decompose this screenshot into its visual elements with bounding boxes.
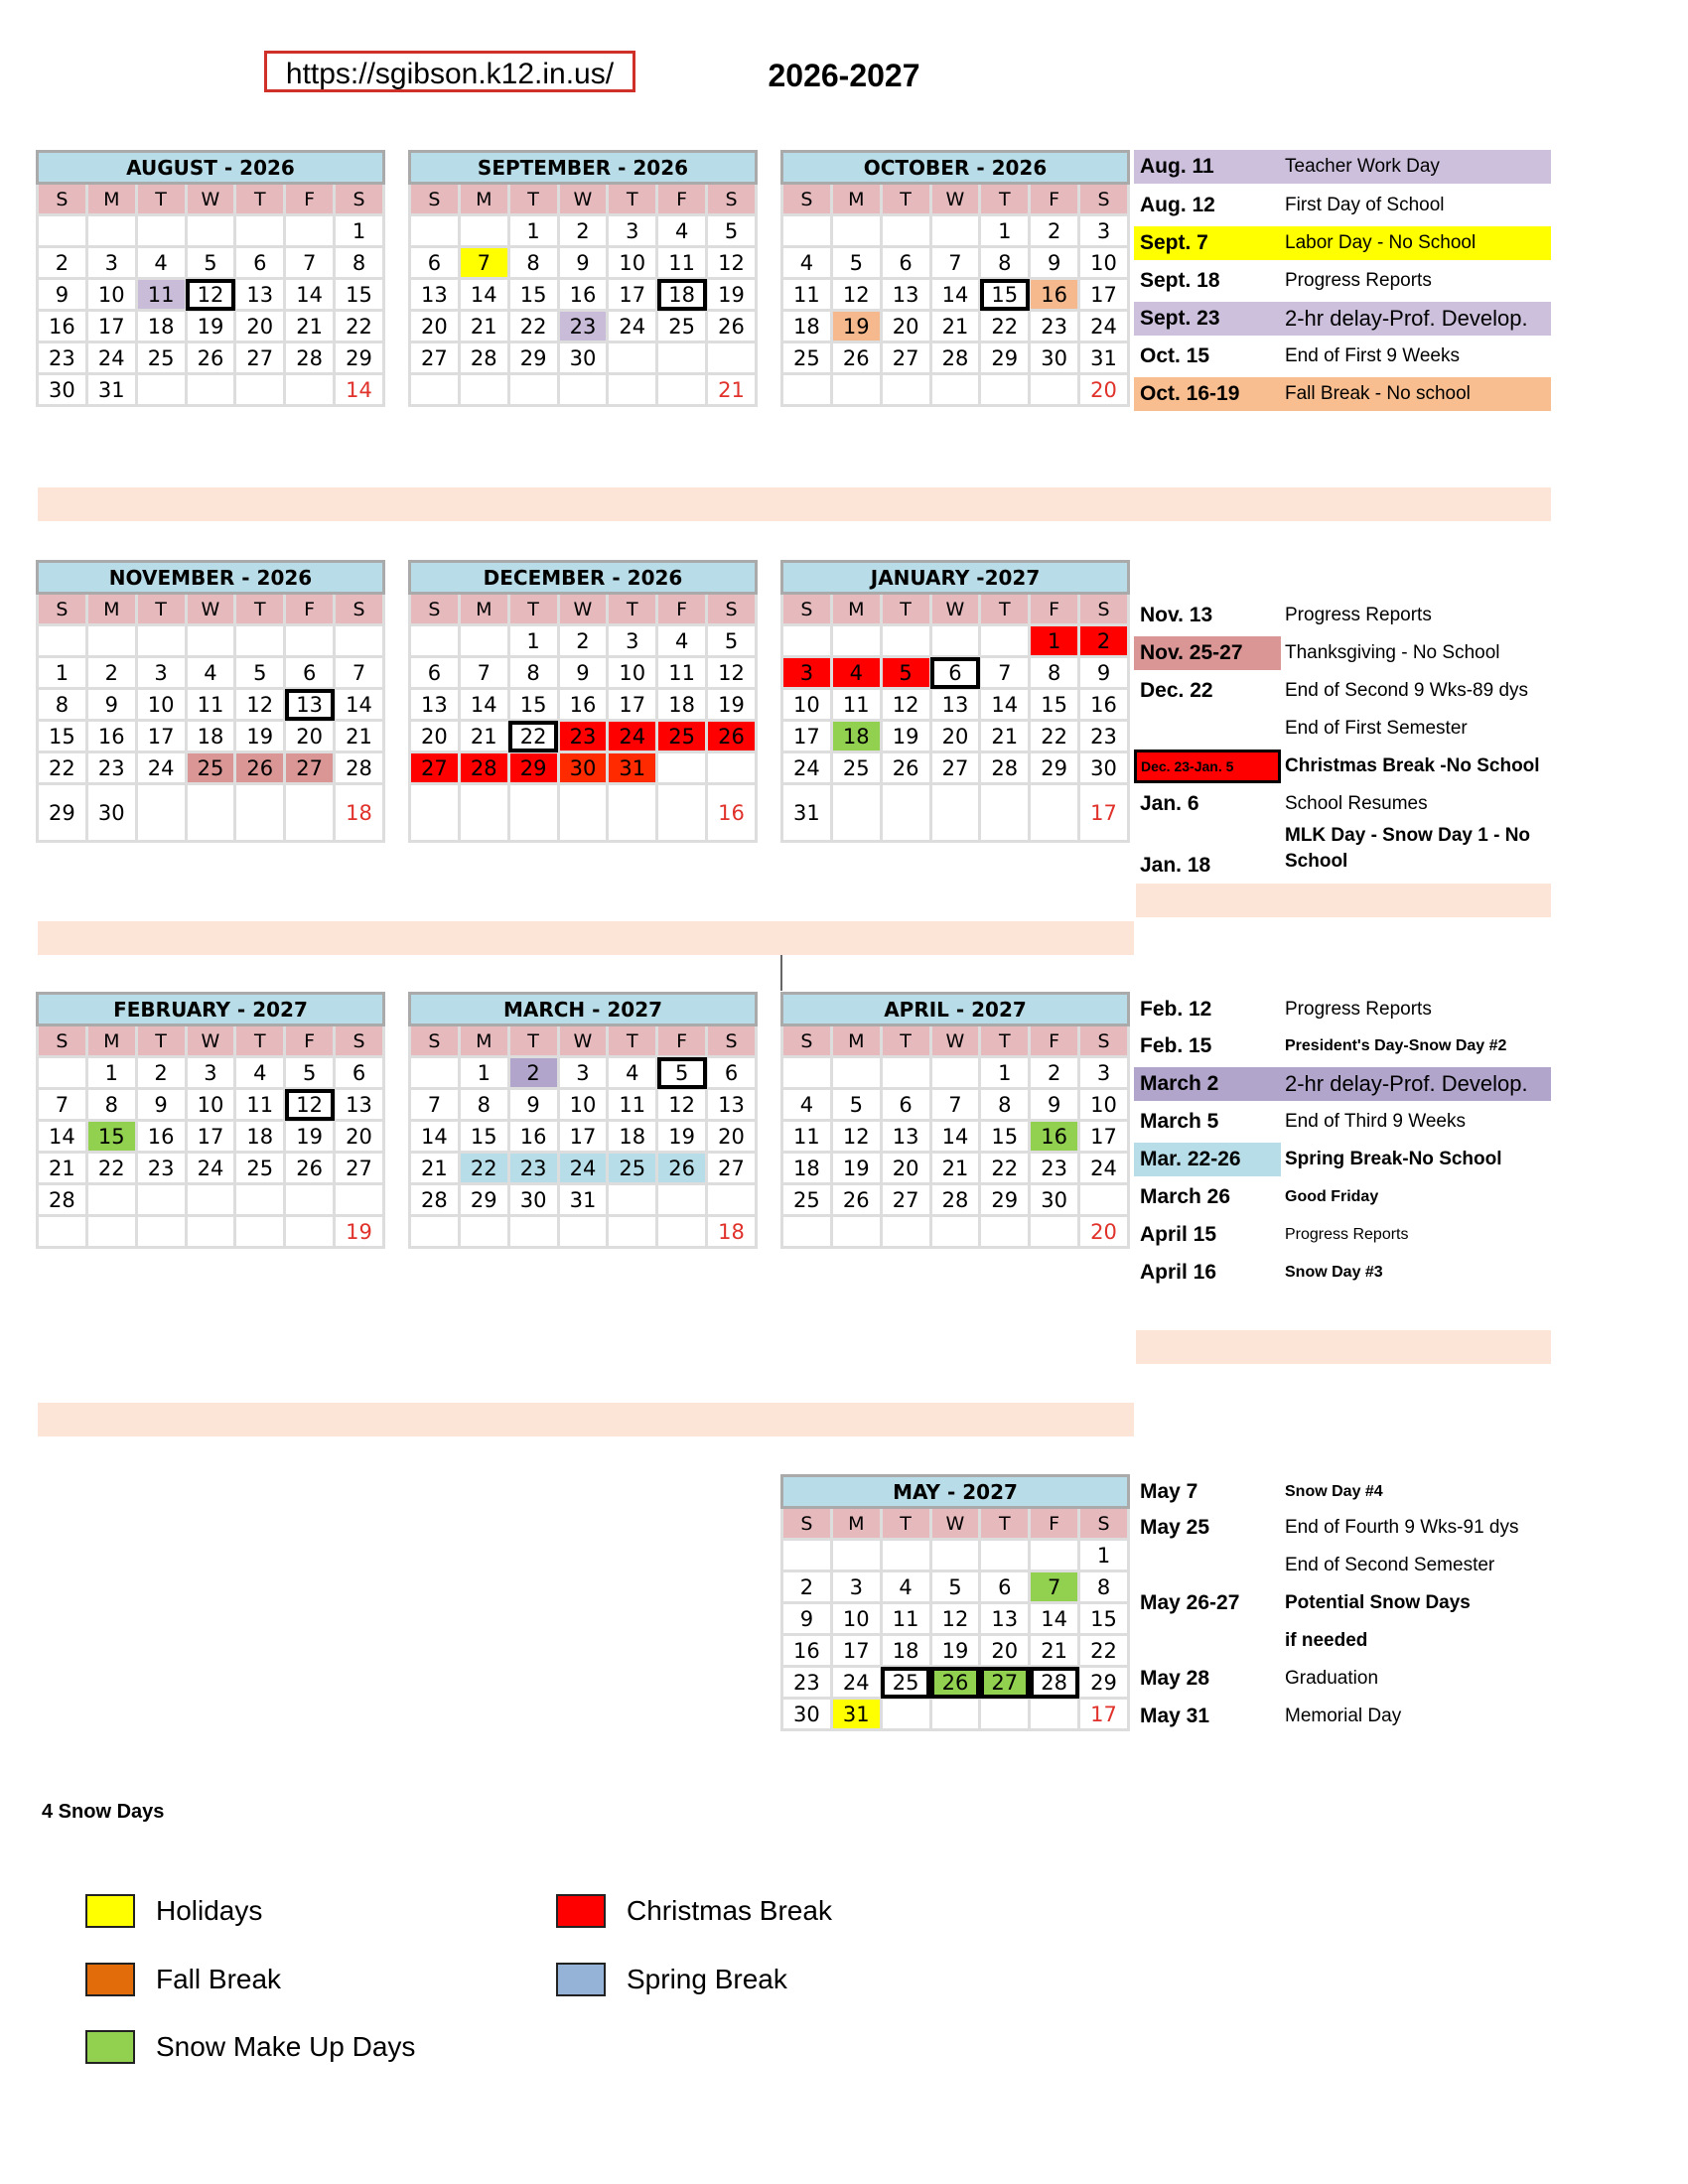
month-title: MARCH - 2027 [410, 994, 757, 1025]
legend-label-holidays: Holidays [156, 1895, 263, 1926]
event-row: Dec. 23-Jan. 5 Christmas Break -No School [1134, 750, 1551, 783]
event-row: May 25 End of Fourth 9 Wks-91 dys [1140, 1516, 1519, 1539]
school-day-count: 20 [1079, 1216, 1129, 1248]
event-row: April 15 Progress Reports [1140, 1223, 1409, 1246]
month-title: AUGUST - 2026 [38, 152, 384, 184]
event-row: Dec. 22 End of Second 9 Wks-89 dys [1140, 679, 1529, 702]
month-title: FEBRUARY - 2027 [38, 994, 384, 1025]
event-row: Jan. 6 School Resumes [1140, 792, 1428, 815]
month-title: OCTOBER - 2026 [782, 152, 1129, 184]
separator-band [38, 487, 1551, 521]
event-row: Feb. 15 President's Day-Snow Day #2 [1140, 1034, 1507, 1057]
legend-swatch-snow-days [85, 2030, 135, 2064]
legend-label-snow-days: Snow Make Up Days [156, 2031, 416, 2062]
school-day-count: 21 [707, 374, 757, 406]
school-day-count: 17 [1079, 784, 1129, 842]
school-day-count: 14 [335, 374, 384, 406]
event-row: End of Second Semester [1285, 1555, 1495, 1575]
event-row: if needed [1285, 1630, 1368, 1651]
calendar-november: NOVEMBER - 2026 S M T W T F S 1 2 3 4 5 6 7 8 9 10 11 12 13 14 15 16 17 18 19 20 21 22 23 24 25 26 27 28 29 30 18 [36, 560, 385, 843]
calendar-august: AUGUST - 2026 S M T W T F S 1 2 3 4 5 6 7 8 9 10 11 12 13 14 15 16 17 18 19 20 21 22 23 24 25 26 27 28 29 30 31 14 [36, 150, 385, 407]
event-row: Nov. 13 Progress Reports [1140, 604, 1432, 626]
legend-label-fall-break: Fall Break [156, 1964, 282, 1994]
month-title: MAY - 2027 [782, 1476, 1129, 1508]
separator-band [38, 1403, 1134, 1436]
legend-swatch-fall-break [85, 1963, 135, 1996]
event-row: Aug. 11 Teacher Work Day [1134, 150, 1551, 184]
event-row: May 28 Graduation [1140, 1667, 1379, 1690]
legend-swatch-christmas-break [556, 1894, 606, 1928]
event-row: Sept. 7 Labor Day - No School [1134, 226, 1551, 260]
district-url[interactable]: https://sgibson.k12.in.us/ [264, 51, 635, 92]
school-day-count: 20 [1079, 374, 1129, 406]
event-row: May 7 Snow Day #4 [1140, 1480, 1383, 1503]
event-row: Sept. 18 Progress Reports [1140, 269, 1432, 292]
event-row: Oct. 16-19 Fall Break - No school [1134, 377, 1551, 411]
event-row: Aug. 12 First Day of School [1140, 194, 1445, 216]
event-row: Sept. 23 2-hr delay-Prof. Develop. [1134, 302, 1551, 336]
event-row: March 2 2-hr delay-Prof. Develop. [1134, 1067, 1551, 1101]
calendar-april: APRIL - 2027 S M T W T F S 1 2 3 4 5 6 7 8 9 10 11 12 13 14 15 16 17 18 19 20 21 22 23 24 25 26 27 28 29 30 20 [780, 992, 1130, 1249]
event-row: March 5 End of Third 9 Weeks [1140, 1110, 1467, 1133]
event-row: May 26-27 Potential Snow Days [1140, 1591, 1471, 1614]
school-day-count: 18 [335, 784, 384, 842]
calendar-october: OCTOBER - 2026 S M T W T F S 1 2 3 4 5 6 7 8 9 10 11 12 13 14 15 16 17 18 19 20 21 22 23 24 25 26 27 28 29 30 31 20 [780, 150, 1130, 407]
calendar-december: DECEMBER - 2026 S M T W T F S 1 2 3 4 5 6 7 8 9 10 11 12 13 14 15 16 17 18 19 20 21 22 23 24 25 26 27 28 29 30 31 16 [408, 560, 758, 843]
month-title: NOVEMBER - 2026 [38, 562, 384, 594]
event-row: Mar. 22-26 Spring Break-No School [1134, 1143, 1551, 1176]
event-row: Feb. 12 Progress Reports [1140, 998, 1432, 1021]
separator-band [1136, 1330, 1551, 1364]
month-title: APRIL - 2027 [782, 994, 1129, 1025]
school-day-count: 16 [707, 784, 757, 842]
month-title: JANUARY -2027 [782, 562, 1129, 594]
event-row: End of First Semester [1285, 718, 1468, 739]
event-row: May 31 Memorial Day [1140, 1705, 1402, 1727]
event-row: Nov. 25-27 Thanksgiving - No School [1134, 636, 1551, 670]
event-row: March 26 Good Friday [1140, 1185, 1379, 1208]
snow-days-note: 4 Snow Days [42, 1801, 165, 1823]
calendar-september: SEPTEMBER - 2026 S M T W T F S 1 2 3 4 5 6 7 8 9 10 11 12 13 14 15 16 17 18 19 20 21 22 23 24 25 26 27 28 29 30 21 [408, 150, 758, 407]
school-day-count: 18 [707, 1216, 757, 1248]
legend-swatch-spring-break [556, 1963, 606, 1996]
calendar-march: MARCH - 2027 S M T W T F S 1 2 3 4 5 6 7 8 9 10 11 12 13 14 15 16 17 18 19 20 21 22 23 24 25 26 27 28 29 30 31 18 [408, 992, 758, 1249]
calendar-january: JANUARY -2027 S M T W T F S 1 2 3 4 5 6 7 8 9 10 11 12 13 14 15 16 17 18 19 20 21 22 23 24 25 26 27 28 29 30 31 17 [780, 560, 1130, 843]
calendar-may: MAY - 2027 S M T W T F S 1 2 3 4 5 6 7 8 9 10 11 12 13 14 15 16 17 18 19 20 21 22 23 24 25 26 27 28 29 30 31 17 [780, 1474, 1130, 1731]
event-row: April 16 Snow Day #3 [1140, 1261, 1383, 1284]
school-day-count: 19 [335, 1216, 384, 1248]
event-row: Oct. 15 End of First 9 Weeks [1140, 344, 1460, 367]
legend-swatch-holidays [85, 1894, 135, 1928]
calendar-february: FEBRUARY - 2027 S M T W T F S 1 2 3 4 5 6 7 8 9 10 11 12 13 14 15 16 17 18 19 20 21 22 23 24 25 26 27 28 19 [36, 992, 385, 1249]
divider [780, 955, 782, 991]
school-year-title: 2026-2027 [768, 58, 920, 93]
separator-band [1136, 884, 1551, 917]
legend-label-spring-break: Spring Break [627, 1964, 787, 1994]
event-row: Jan. 18 MLK Day - Snow Day 1 - No School [1140, 825, 1531, 877]
school-day-count: 17 [1079, 1699, 1129, 1730]
separator-band [38, 921, 1134, 955]
legend-label-christmas-break: Christmas Break [627, 1895, 832, 1926]
month-title: SEPTEMBER - 2026 [410, 152, 757, 184]
month-title: DECEMBER - 2026 [410, 562, 757, 594]
